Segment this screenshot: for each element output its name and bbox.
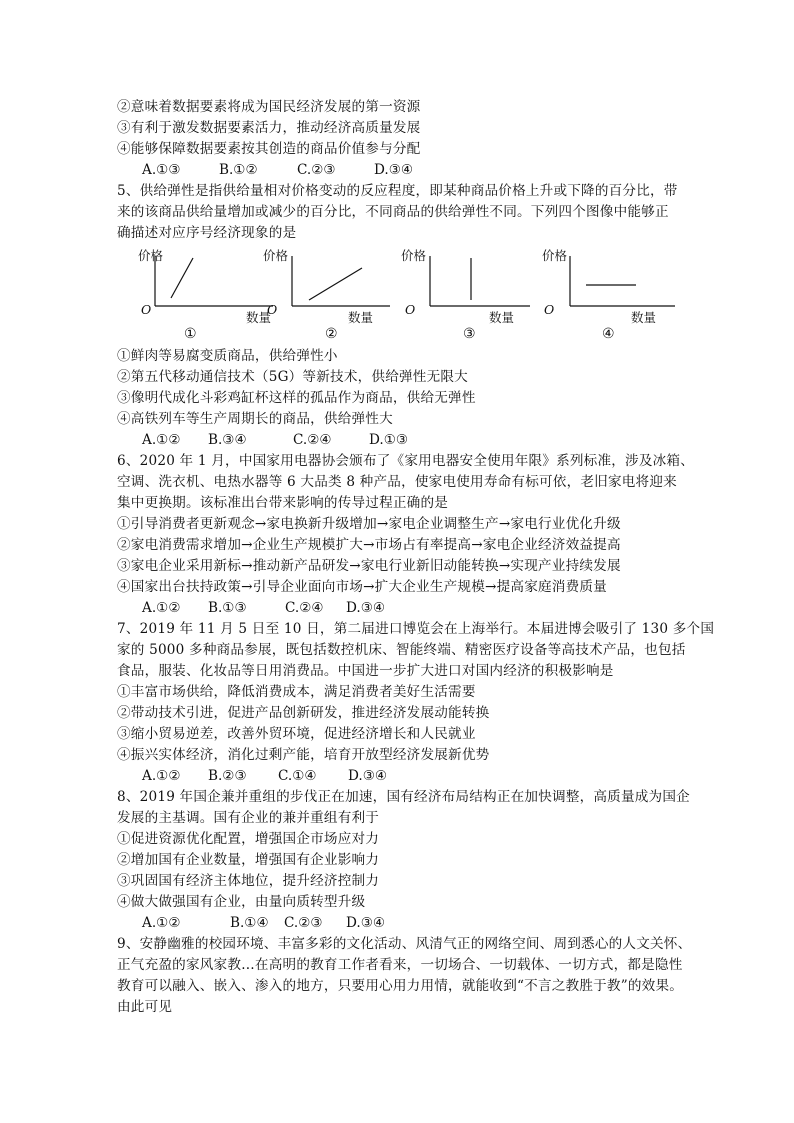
- q8-item-2: ②增加国有企业数量，增强国有企业影响力: [117, 852, 380, 868]
- q8-item-1: ①促进资源优化配置，增强国企市场应对力: [117, 831, 380, 847]
- q9-stem-4: 由此可见: [117, 999, 173, 1015]
- q6-option-c: C.②④: [285, 600, 324, 616]
- q4-option-a: A.①③: [142, 162, 181, 178]
- graph-4-number: ④: [602, 326, 615, 342]
- q7-item-2: ②带动技术引进，促进产品创新研发，推进经济发展动能转换: [117, 705, 490, 721]
- q8-option-d: D.③④: [346, 915, 386, 931]
- q5-stem-1: 5、供给弹性是指供给量相对价格变动的反应程度，即某种商品价格上升或下降的百分比，带: [117, 183, 678, 199]
- graph-4-plot: [542, 246, 692, 326]
- q7-option-c: C.①④: [278, 768, 317, 784]
- q5-item-4: ④高铁列车等生产周期长的商品，供给弹性大: [117, 411, 393, 427]
- graph-4-y-label: 价格: [542, 248, 568, 263]
- q5-option-d: D.①③: [369, 432, 409, 448]
- q6-stem-2: 空调、洗衣机、电热水器等 6 大品类 8 种产品，使家电使用寿命有标可依，老旧家电将迎来: [117, 474, 677, 490]
- q7-item-3: ③缩小贸易逆差，改善外贸环境，促进经济增长和人民就业: [117, 726, 476, 742]
- q9-stem-1: 9、安静幽雅的校园环境、丰富多彩的文化活动、风清气正的网络空间、周到悉心的人文关怀、: [117, 936, 692, 952]
- graph-2-supply-curve: [309, 268, 362, 300]
- q4-options: [142, 160, 413, 180]
- graph-2-number: ②: [325, 326, 338, 342]
- q7-item-1: ①丰富市场供给，降低消费成本，满足消费者美好生活需要: [117, 684, 476, 700]
- q7-stem-1: 7、2019 年 11 月 5 日至 10 日，第二届进口博览会在上海举行。本届进博会吸引了 130 多个国: [117, 621, 715, 637]
- q5-option-c: C.②④: [293, 432, 332, 448]
- graph-4-x-label: 数量: [631, 310, 657, 325]
- q6-item-2: ②家电消费需求增加→企业生产规模扩大→市场占有率提高→家电企业经济效益提高: [117, 537, 621, 553]
- q8-options: [142, 913, 385, 933]
- q4-item-4: ④能够保障数据要素按其创造的商品价值参与分配: [117, 141, 421, 157]
- q8-stem-1: 8、2019 年国企兼并重组的步伐正在加速，国有经济布局结构正在加快调整，高质量成为国企: [117, 789, 690, 805]
- graph-3-y-label: 价格: [401, 248, 427, 263]
- graph-2-origin: O: [267, 302, 278, 317]
- q4-item-3: ③有利于激发数据要素活力，推动经济高质量发展: [117, 120, 421, 136]
- q6-option-d: D.③④: [346, 600, 386, 616]
- supply-graph-3: [403, 246, 553, 346]
- graph-3-plot: [403, 246, 553, 326]
- q4-item-2: ②意味着数据要素将成为国民经济发展的第一资源: [117, 99, 421, 115]
- q6-item-3: ③家电企业采用新标→推动新产品研发→家电行业新旧动能转换→实现产业持续发展: [117, 558, 621, 574]
- q7-stem-3: 食品，服装、化妆品等日用消费品。中国进一步扩大进口对国内经济的积极影响是: [117, 663, 614, 679]
- q8-option-a: A.①②: [142, 915, 181, 931]
- graph-3-x-label: 数量: [489, 310, 515, 325]
- q4-option-d: D.③④: [374, 162, 414, 178]
- q7-stem-2: 家的 5000 多种商品参展，既包括数控机床、智能终端、精密医疗设备等高技术产品，也包括: [117, 642, 686, 658]
- q5-item-3: ③像明代成化斗彩鸡缸杯这样的孤品作为商品，供给无弹性: [117, 390, 476, 406]
- q7-option-b: B.②③: [208, 768, 247, 784]
- q5-item-2: ②第五代移动通信技术（5G）等新技术，供给弹性无限大: [117, 369, 468, 385]
- supply-graph-2: [263, 246, 417, 346]
- q5-option-a: A.①②: [142, 432, 181, 448]
- q8-stem-2: 发展的主基调。国有企业的兼并重组有利于: [117, 810, 380, 826]
- q6-stem-3: 集中更换期。该标准出台带来影响的传导过程正确的是: [117, 495, 449, 511]
- q6-options: [142, 598, 385, 618]
- graph-1-number: ①: [184, 326, 197, 342]
- q5-stem-2: 来的该商品供给量增加或减少的百分比，不同商品的供给弹性不同。下列四个图像中能够正: [117, 204, 669, 220]
- q9-stem-3: 教育可以融入、嵌入、渗入的地方，只要用心用力用情，就能收到“不言之教胜于教”的效果。: [117, 978, 684, 994]
- q9-stem-2: 正气充盈的家风家教…在高明的教育工作者看来，一切场合、一切载体、一切方式，都是隐性: [117, 957, 683, 973]
- q8-option-c: C.②③: [284, 915, 323, 931]
- graph-2-y-label: 价格: [263, 248, 289, 263]
- q4-option-b: B.①②: [219, 162, 258, 178]
- q6-option-b: B.①③: [208, 600, 247, 616]
- q6-stem-1: 6、2020 年 1 月，中国家用电器协会颁布了《家用电器安全使用年限》系列标准，涉及冰箱、: [117, 453, 695, 469]
- graph-1-y-label: 价格: [138, 248, 164, 263]
- q7-item-4: ④振兴实体经济，消化过剩产能，培育开放型经济发展新优势: [117, 747, 490, 763]
- q6-item-1: ①引导消费者更新观念→家电换新升级增加→家电企业调整生产→家电行业优化升级: [117, 516, 621, 532]
- q8-option-b: B.①④: [230, 915, 269, 931]
- q8-item-4: ④做大做强国有企业，由量向质转型升级: [117, 894, 366, 910]
- graph-3-number: ③: [463, 326, 476, 342]
- q6-option-a: A.①②: [142, 600, 181, 616]
- supply-graph-4: [542, 246, 692, 346]
- q5-options: [142, 430, 408, 450]
- graph-1-supply-curve: [171, 258, 193, 298]
- graph-2-x-label: 数量: [348, 310, 374, 325]
- q5-stem-3: 确描述对应序号经济现象的是: [117, 225, 297, 241]
- graph-3-origin: O: [405, 302, 416, 317]
- q7-option-d: D.③④: [348, 768, 388, 784]
- q7-option-a: A.①②: [142, 768, 181, 784]
- graph-2-plot: [267, 246, 417, 326]
- q6-item-4: ④国家出台扶持政策→引导企业面向市场→扩大企业生产规模→提高家庭消费质量: [117, 579, 607, 595]
- graph-4-origin: O: [544, 302, 555, 317]
- q4-option-c: C.②③: [297, 162, 336, 178]
- graph-1-origin: O: [141, 302, 152, 317]
- q5-option-b: B.③④: [208, 432, 247, 448]
- q7-options: [142, 766, 387, 786]
- graph-1-x-label: 数量: [246, 310, 272, 325]
- q5-item-1: ①鲜肉等易腐变质商品，供给弹性小: [117, 348, 338, 364]
- q8-item-3: ③巩固国有经济主体地位，提升经济控制力: [117, 873, 380, 889]
